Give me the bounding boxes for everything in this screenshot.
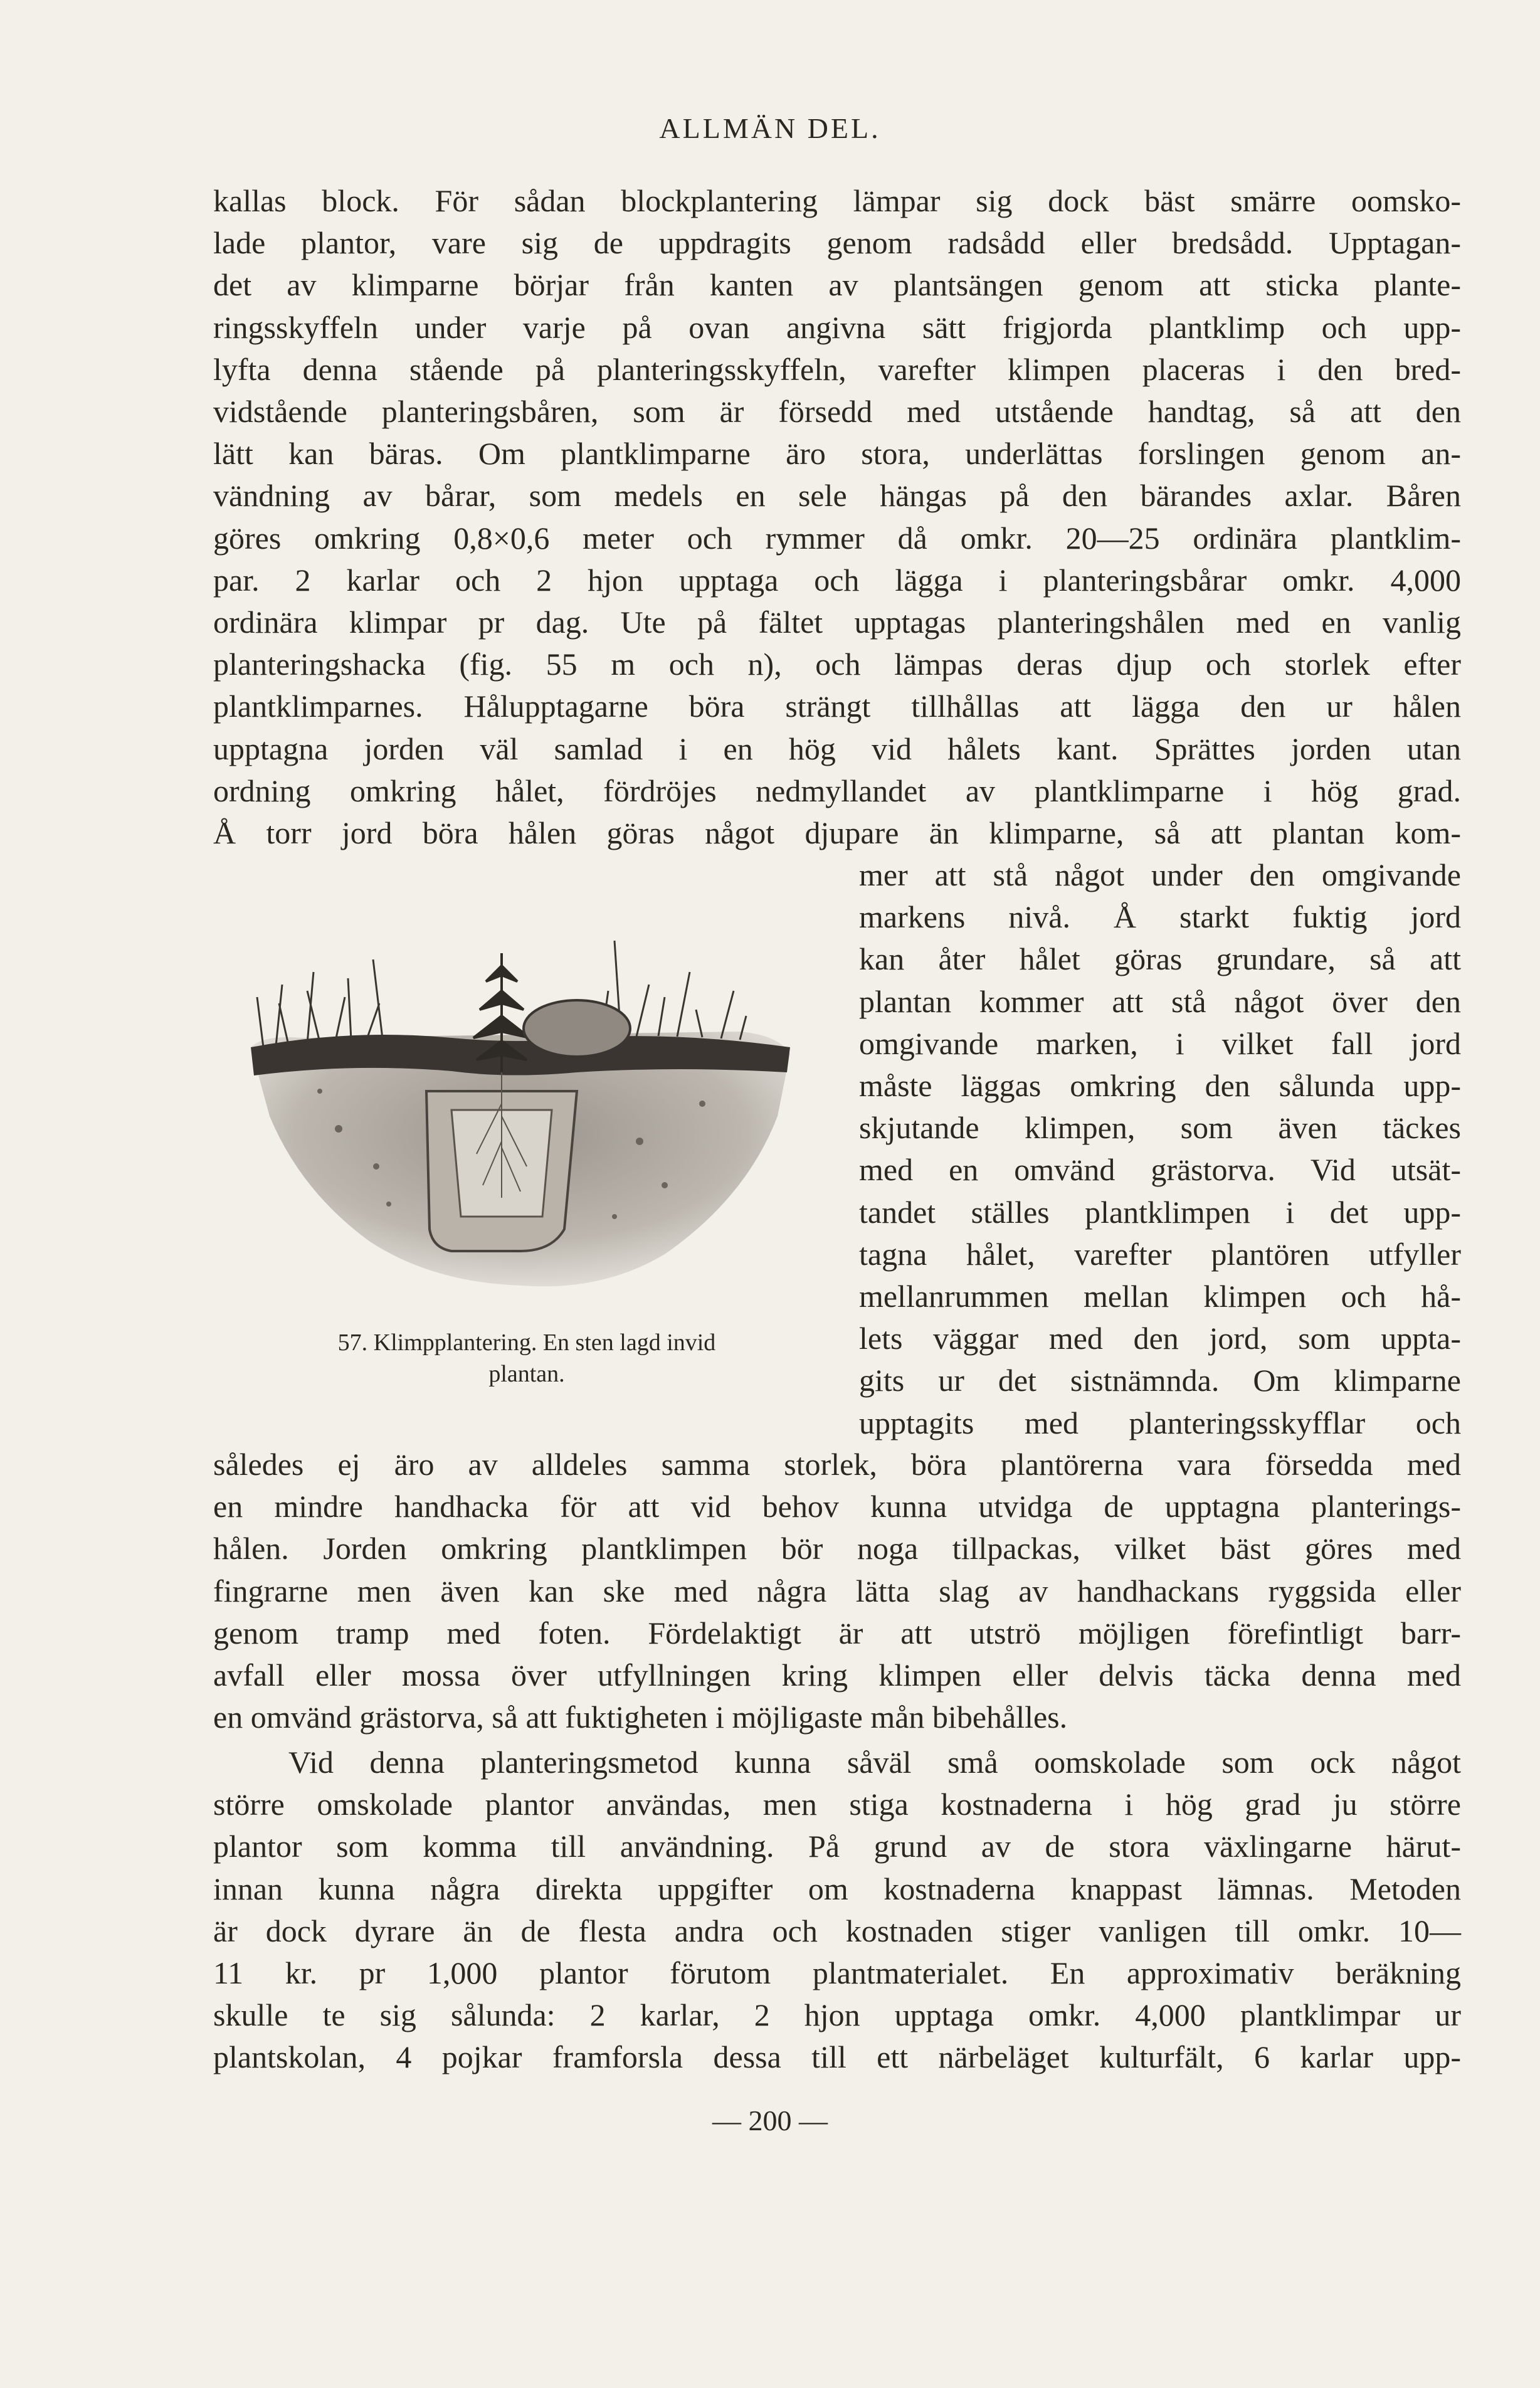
figure-caption-line: 57. Klimpplantering. En sten lagd invid [337, 1329, 716, 1356]
text-line: det av klimparne börjar från kanten av plantsängen genom att sticka plante- [213, 267, 1461, 302]
text-line: måste läggas omkring den sålunda upp- [859, 1068, 1461, 1103]
figure-caption-line: plantan. [488, 1361, 565, 1387]
text-line: upptagna jorden väl samlad i en hög vid hålets kant. Sprättes jorden utan [213, 731, 1461, 766]
text-line: Vid denna planteringsmetod kunna såväl små oomskolade som ock något [288, 1745, 1461, 1780]
text-line: lade plantor, vare sig de uppdragits genom radsådd eller bredsådd. Upptagan- [213, 225, 1461, 260]
text-line: innan kunna några direkta uppgifter om kostnaderna knappast lämnas. Metoden [213, 1871, 1461, 1906]
text-line: genom tramp med foten. Fördelaktigt är att utströ möjligen förefintligt barr- [213, 1615, 1461, 1651]
figure-caption [238, 1327, 815, 1390]
text-line: plantklimparnes. Hålupptagarne böra strängt tillhållas att lägga den ur hålen [213, 689, 1461, 724]
text-line: 11 kr. pr 1,000 plantor förutom plantmaterialet. En approximativ beräkning [213, 1955, 1461, 1990]
text-line: mellanrummen mellan klimpen och hå- [859, 1279, 1461, 1314]
text-line: kan åter hålet göras grundare, så att [859, 941, 1461, 976]
text-line: hålen. Jorden omkring plantklimpen bör noga tillpackas, vilket bäst göres med [213, 1531, 1461, 1566]
text-line: plantan kommer att stå något över den [859, 984, 1461, 1019]
text-line: större omskolade plantor användas, men stiga kostnaderna i hög grad ju större [213, 1787, 1461, 1822]
text-line: fingrarne men även kan ske med några lätta slag av handhackans ryggsida eller [213, 1573, 1461, 1609]
text-line: således ej äro av alldeles samma storlek, böra plantörerna vara försedda med [213, 1447, 1461, 1482]
text-line: lyfta denna stående på planteringsskyffeln, varefter klimpen placeras i den bred- [213, 352, 1461, 387]
text-line: kallas block. För sådan blockplantering lämpar sig dock bäst smärre oomsko- [213, 183, 1461, 218]
text-line: vidstående planteringsbåren, som är försedd med utstående handtag, så att den [213, 394, 1461, 429]
text-line: lätt kan bäras. Om plantklimparne äro stora, underlättas forslingen genom an- [213, 436, 1461, 471]
text-line: lets väggar med den jord, som uppta- [859, 1321, 1461, 1356]
text-line: planteringshacka (fig. 55 m och n), och lämpas deras djup och storlek efter [213, 647, 1461, 682]
text-line: ordning omkring hålet, fördröjes nedmyllandet av plantklimparne i hög grad. [213, 773, 1461, 808]
text-line: med en omvänd grästorva. Vid utsät- [859, 1152, 1461, 1187]
text-line: en omvänd grästorva, så att fuktigheten i möjligaste mån bibehålles. [213, 1699, 1068, 1735]
text-line: är dock dyrare än de flesta andra och kostnaden stiger vanligen till omkr. 10— [213, 1913, 1461, 1948]
text-line: tagna hålet, varefter plantören utfyller [859, 1237, 1461, 1272]
text-line: tandet ställes plantklimpen i det upp- [859, 1195, 1461, 1230]
figure-illustration [226, 903, 815, 1311]
page-number: — 200 — [712, 2105, 828, 2137]
text-line: en mindre handhacka för att vid behov kunna utvidga de upptagna planterings- [213, 1489, 1461, 1524]
text-line: skulle te sig sålunda: 2 karlar, 2 hjon upptaga omkr. 4,000 plantklimpar ur [213, 1997, 1461, 2032]
text-line: göres omkring 0,8×0,6 meter och rymmer då omkr. 20—25 ordinära plantklim- [213, 520, 1461, 556]
text-line: Å torr jord böra hålen göras något djupare än klimparne, så att plantan kom- [213, 815, 1461, 850]
text-line: ordinära klimpar pr dag. Ute på fältet upptagas planteringshålen med en vanlig [213, 605, 1461, 640]
text-line: plantor som komma till användning. På grund av de stora växlingarne härut- [213, 1829, 1461, 1864]
text-line: skjutande klimpen, som även täckes [859, 1110, 1461, 1145]
text-line: avfall eller mossa över utfyllningen kring klimpen eller delvis täcka denna med [213, 1657, 1461, 1693]
text-line: omgivande marken, i vilket fall jord [859, 1026, 1461, 1061]
text-line: markens nivå. Å starkt fuktig jord [859, 899, 1461, 934]
text-line: plantskolan, 4 pojkar framforsla dessa till ett närbeläget kulturfält, 6 karlar upp- [213, 2039, 1461, 2074]
text-line: gits ur det sistnämnda. Om klimparne [859, 1363, 1461, 1398]
running-head: ALLMÄN DEL. [659, 112, 881, 144]
text-line: vändning av bårar, som medels en sele hängas på den bärandes axlar. Båren [213, 478, 1461, 513]
text-line: mer att stå något under den omgivande [859, 857, 1461, 892]
text-line: upptagits med planteringsskyfflar och [859, 1405, 1461, 1440]
text-line: ringsskyffeln under varje på ovan angivna sätt frigjorda plantklimp och upp- [213, 310, 1461, 345]
text-line: par. 2 karlar och 2 hjon upptaga och lägga i planteringsbårar omkr. 4,000 [213, 563, 1461, 598]
